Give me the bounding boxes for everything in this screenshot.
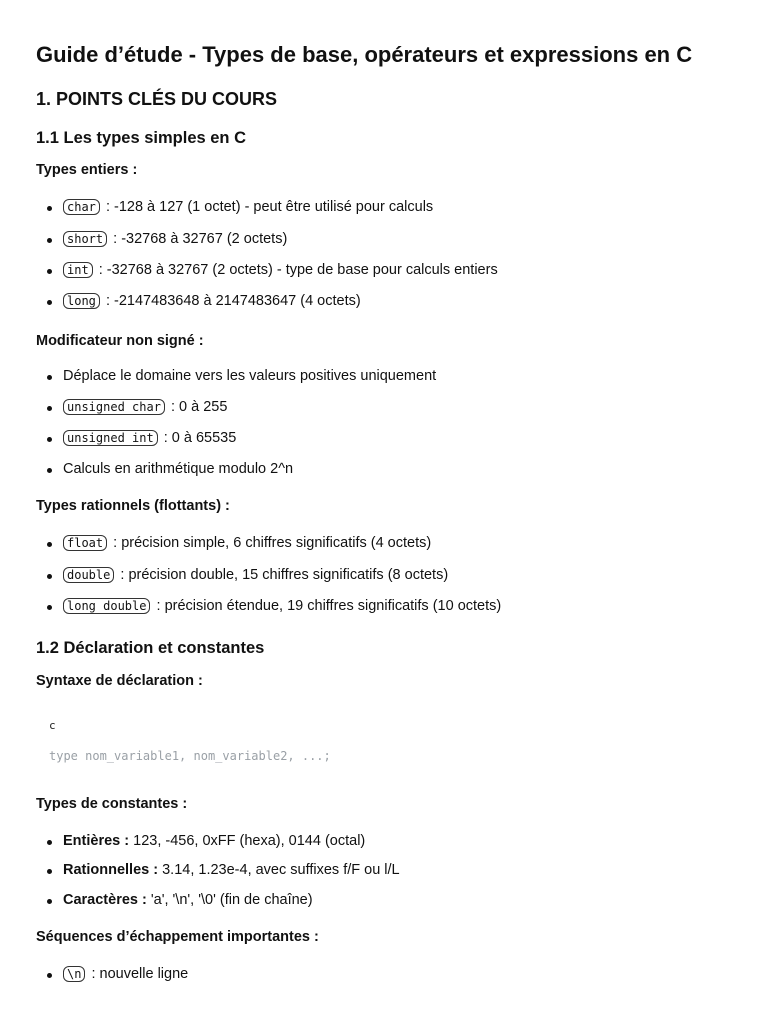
- bullet: [47, 238, 52, 243]
- bullet: [47, 542, 52, 547]
- list-item-text: : -128 à 127 (1 octet) - peut être utilisé pour calculs: [105, 199, 434, 215]
- inline-code: unsigned char: [63, 399, 165, 415]
- inline-code: double: [63, 567, 114, 583]
- subsection-heading: 1.1 Les types simples en C: [36, 129, 247, 147]
- list-item-text: : 0 à 255: [170, 399, 228, 415]
- bullet: [47, 269, 52, 274]
- bullet: [47, 840, 52, 845]
- list-item: [63, 430, 236, 446]
- list-item: [63, 399, 227, 415]
- list-item-term: Entières :: [63, 833, 130, 849]
- list-item-text: : -2147483648 à 2147483647 (4 octets): [105, 293, 361, 309]
- inline-code: int: [63, 262, 93, 278]
- list-item-text: : -32768 à 32767 (2 octets) - type de base pour calculs entiers: [98, 262, 498, 278]
- list-item: [63, 199, 433, 215]
- inline-code: \n: [63, 966, 85, 982]
- escape-sequences-label: Séquences d’échappement importantes :: [36, 929, 319, 945]
- list-item-text: 123, -456, 0xFF (hexa), 0144 (octal): [133, 833, 366, 849]
- list-item: [63, 262, 498, 278]
- list-item: [63, 293, 361, 309]
- list-item-term: Caractères :: [63, 892, 147, 908]
- bullet: [47, 468, 52, 473]
- list-item-text: : précision simple, 6 chiffres significatifs (4 octets): [113, 535, 432, 551]
- list-item-text: : précision étendue, 19 chiffres significatifs (10 octets): [156, 598, 502, 614]
- bullet: [47, 437, 52, 442]
- code-line: type nom_variable1, nom_variable2, ...;: [49, 749, 331, 763]
- list-item-text: 'a', '\n', '\0' (fin de chaîne): [150, 892, 313, 908]
- inline-code: float: [63, 535, 107, 551]
- list-item: [63, 892, 313, 908]
- bullet: [47, 973, 52, 978]
- subsection-heading: 1.2 Déclaration et constantes: [36, 639, 265, 657]
- inline-code: unsigned int: [63, 430, 158, 446]
- inline-code: long double: [63, 598, 150, 614]
- float-types-label: Types rationnels (flottants) :: [36, 498, 230, 514]
- list-item-text: Calculs en arithmétique modulo 2^n: [63, 461, 294, 477]
- inline-code: long: [63, 293, 100, 309]
- declaration-syntax-label: Syntaxe de déclaration :: [36, 673, 203, 689]
- list-item-text: 3.14, 1.23e-4, avec suffixes f/F ou l/L: [162, 862, 400, 878]
- constant-types-label: Types de constantes :: [36, 796, 188, 812]
- unsigned-modifier-label: Modificateur non signé :: [36, 333, 204, 349]
- bullet: [47, 869, 52, 874]
- list-item-text: : 0 à 65535: [163, 430, 237, 446]
- list-item: [63, 461, 293, 477]
- list-item: [63, 567, 448, 583]
- bullet: [47, 300, 52, 305]
- inline-code: char: [63, 199, 100, 215]
- list-item-term: Rationnelles :: [63, 862, 159, 878]
- bullet: [47, 605, 52, 610]
- bullet: [47, 574, 52, 579]
- bullet: [47, 406, 52, 411]
- section-heading: 1. POINTS CLÉS DU COURS: [36, 89, 278, 109]
- list-item-text: : précision double, 15 chiffres significatifs (8 octets): [120, 567, 449, 583]
- integer-types-label: Types entiers :: [36, 162, 138, 178]
- list-item: [63, 862, 400, 878]
- list-item-text: : nouvelle ligne: [91, 966, 189, 982]
- bullet: [47, 375, 52, 380]
- list-item-text: Déplace le domaine vers les valeurs positives uniquement: [63, 368, 437, 384]
- page-title: Guide d’étude - Types de base, opérateurs et expressions en C: [36, 42, 693, 67]
- bullet: [47, 206, 52, 211]
- list-item: [63, 231, 287, 247]
- inline-code: short: [63, 231, 107, 247]
- code-language-label: c: [49, 719, 56, 732]
- list-item: [63, 833, 365, 849]
- list-item: [63, 368, 436, 384]
- bullet: [47, 899, 52, 904]
- list-item: [63, 598, 501, 614]
- list-item: [63, 966, 188, 982]
- list-item-text: : -32768 à 32767 (2 octets): [113, 231, 288, 247]
- list-item: [63, 535, 431, 551]
